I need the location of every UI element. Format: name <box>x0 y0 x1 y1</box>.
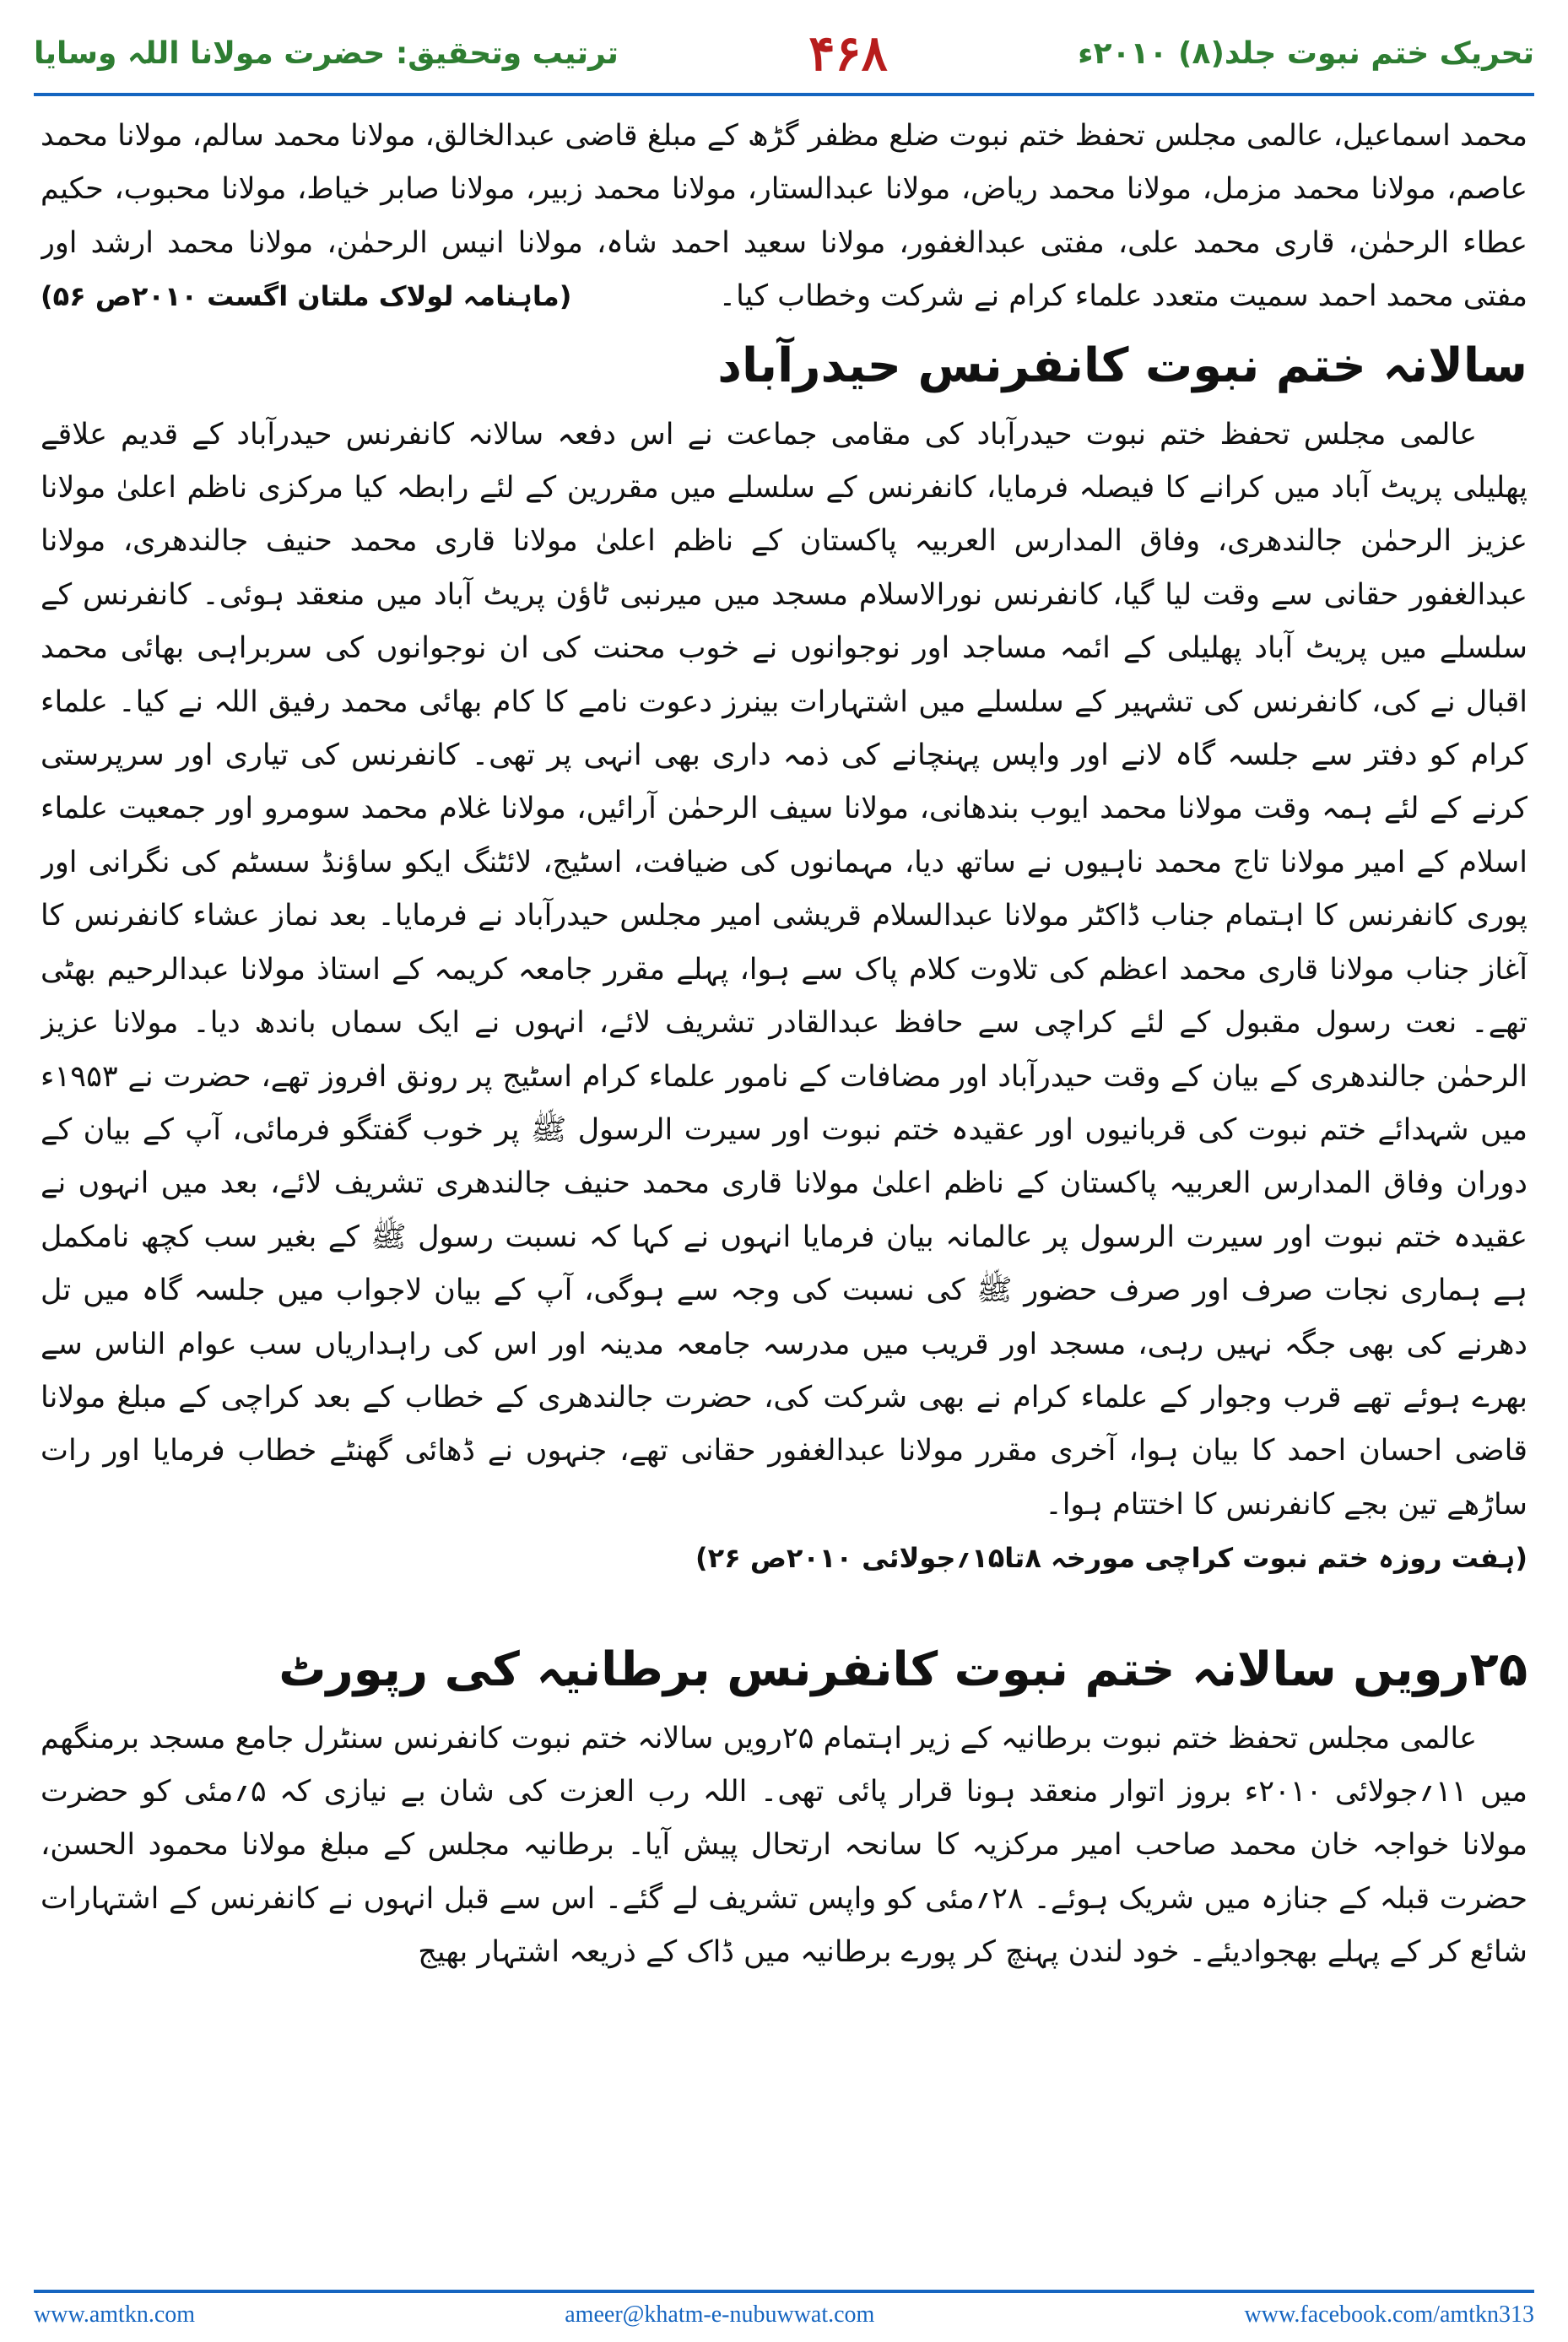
section2-body: عالمی مجلس تحفظ ختم نبوت حیدرآباد کی مقامی جماعت نے اس دفعہ سالانہ کانفرنس حیدرآباد کے قدیم علاقے پھلیلی پریٹ آباد میں کرانے کا فیصلہ فرمایا، کانفرنس کے سلسلے میں مقررین کے لئے رابطہ کیا مرکزی ناظم اعلیٰ مولانا عزیز الرحمٰن جالندھری، وفاق المدارس العربیہ پاکستان کے ناظم اعلیٰ مولانا قاری محمد حنیف جالندھری، مولانا عبدالغفور حقانی سے وقت لیا گیا، کانفرنس نورالاسلام مسجد میں میرنبی ٹاؤن پریٹ آباد میں منعقد ہوئی۔ کانفرنس کے سلسلے میں پریٹ آباد پھلیلی کے ائمہ مساجد اور نوجوانوں نے خوب محنت کی ان نوجوانوں کی سربراہی بھائی محمد اقبال نے کی، کانفرنس کی تشہیر کے سلسلے میں اشتہارات بینرز دعوت نامے کا کام بھائی محمد رفیق اللہ نے کیا۔ علماء کرام کو دفتر سے جلسہ گاہ لانے اور واپس پہنچانے کی ذمہ داری بھی انہی پر تھی۔ کانفرنس کی تیاری اور سرپرستی کرنے کے لئے ہمہ وقت مولانا محمد ایوب بندھانی، مولانا سیف الرحمٰن آرائیں، مولانا غلام محمد سومرو اور جمعیت علماء اسلام کے امیر مولانا تاج محمد ناہیوں نے ساتھ دیا، مہمانوں کی ضیافت، اسٹیج، لائٹنگ ایکو ساؤنڈ سسٹم کی نگرانی اور پوری کانفرنس کا اہتمام جناب ڈاکٹر مولانا عبدالسلام قریشی امیر مجلس حیدرآباد نے فرمایا۔ بعد نماز عشاء کانفرنس کا آغاز جناب مولانا قاری محمد اعظم کی تلاوت کلام پاک سے ہوا، پہلے مقرر جامعہ کریمہ کے استاذ مولانا عبدالرحیم بھٹی تھے۔ نعت رسول مقبول کے لئے کراچی سے حافظ عبدالقادر تشریف لائے، انہوں نے ایک سماں باندھ دیا۔ مولانا عزیز الرحمٰن جالندھری کے بیان کے وقت حیدرآباد اور مضافات کے نامور علماء کرام اسٹیج پر رونق افروز تھے، حضرت نے ۱۹۵۳ء میں شہدائے ختم نبوت کی قربانیوں اور عقیدہ ختم نبوت اور سیرت الرسول ﷺ پر خوب گفتگو فرمائی، آپ کے بیان کے دوران وفاق المدارس العربیہ پاکستان کے ناظم اعلیٰ مولانا قاری محمد حنیف جالندھری تشریف لائے، بعد میں انہوں نے عقیدہ ختم نبوت اور سیرت الرسول پر عالمانہ بیان فرمایا انہوں نے کہا کہ نسبت رسول ﷺ کے بغیر سب کچھ نامکمل ہے ہماری نجات صرف اور صرف حضور ﷺ کی نسبت کی وجہ سے ہوگی، آپ کے بیان لاجواب میں جلسہ گاہ میں تل دھرنے کی بھی جگہ نہیں رہی، مسجد اور قریب میں مدرسہ جامعہ مدینہ اور اس کی راہداریاں سب عوام الناس سے بھرے ہوئے تھے قرب وجوار کے علماء کرام نے بھی شرکت کی، حضرت جالندھری کے خطاب کے بعد کراچی کے مبلغ مولانا قاضی احسان احمد کا بیان ہوا، آخری مقرر مولانا عبدالغفور حقانی تھے، جنہوں نے ڈھائی گھنٹے خطاب فرمایا اور رات ساڑھے تین بجے کانفرنس کا اختتام ہوا۔ <box>41 417 1527 1522</box>
page-header <box>34 24 1534 83</box>
section1-text: محمد اسماعیل، عالمی مجلس تحفظ ختم نبوت ضلع مظفر گڑھ کے مبلغ قاضی عبدالخالق، مولانا محمد سالم، مولانا محمد عاصم، مولانا محمد مزمل، مولانا محمد ریاض، مولانا عبدالستار، مولانا محمد زبیر، مولانا صابر خیاط، مولانا محبوب، حکیم عطاء الرحمٰن، قاری محمد علی، مفتی عبدالغفور، مولانا سعید احمد شاہ، مولانا انیس الرحمٰن، مولانا محمد ارشد اور مفتی محمد احمد سمیت متعدد علماء کرام نے شرکت وخطاب کیا۔ <box>41 119 1527 314</box>
page-number: ۴۶۸ <box>808 24 888 82</box>
section-gap <box>41 1586 1527 1628</box>
compiler-credit: ترتیب وتحقیق: حضرت مولانا اللہ وسایا <box>34 35 619 71</box>
section1-citation: (ماہنامہ لولاک ملتان اگست ۲۰۱۰ص ۵۶) <box>41 280 572 313</box>
header-rule <box>34 93 1534 96</box>
section3-heading: ۲۵رویں سالانہ ختم نبوت کانفرنس برطانیہ کی رپورٹ <box>278 1642 1527 1697</box>
page-content <box>41 110 1527 2258</box>
footer-rule <box>34 2290 1534 2293</box>
section2-citation: (ہفت روزہ ختم نبوت کراچی مورخہ ۸تا۱۵؍جولائی ۲۰۱۰ص ۲۶) <box>695 1542 1527 1575</box>
section1-paragraph <box>41 110 1527 324</box>
page-footer <box>34 2296 1534 2334</box>
footer-website-link[interactable]: www.amtkn.com <box>34 2301 196 2328</box>
footer-email-link[interactable]: ameer@khatm-e-nubuwwat.com <box>565 2301 875 2328</box>
book-title: تحریک ختم نبوت جلد(۸) ۲۰۱۰ء <box>1078 35 1534 71</box>
section3-body: عالمی مجلس تحفظ ختم نبوت برطانیہ کے زیر اہتمام ۲۵رویں سالانہ ختم نبوت کانفرنس سنٹرل جامع مسجد برمنگھم میں ۱۱؍جولائی ۲۰۱۰ء بروز اتوار منعقد ہونا قرار پائی تھی۔ اللہ رب العزت کی شان بے نیازی کہ ۵؍مئی کو حضرت مولانا خواجہ خان محمد صاحب امیر مرکزیہ کا سانحہ ارتحال پیش آیا۔ برطانیہ مجلس کے مبلغ مولانا محمود الحسن، حضرت قبلہ کے جنازہ میں شریک ہوئے۔ ۲۸؍مئی کو واپس تشریف لے گئے۔ اس سے قبل انہوں نے کانفرنس کے اشتہارات شائع کر کے پہلے بھجوادیئے۔ خود لندن پہنچ کر پورے برطانیہ میں ڈاک کے ذریعہ اشتہار بھیج <box>41 1721 1527 1970</box>
footer-facebook-link[interactable]: www.facebook.com/amtkn313 <box>1244 2301 1534 2328</box>
section2-heading: سالانہ ختم نبوت کانفرنس حیدرآباد <box>717 338 1527 393</box>
